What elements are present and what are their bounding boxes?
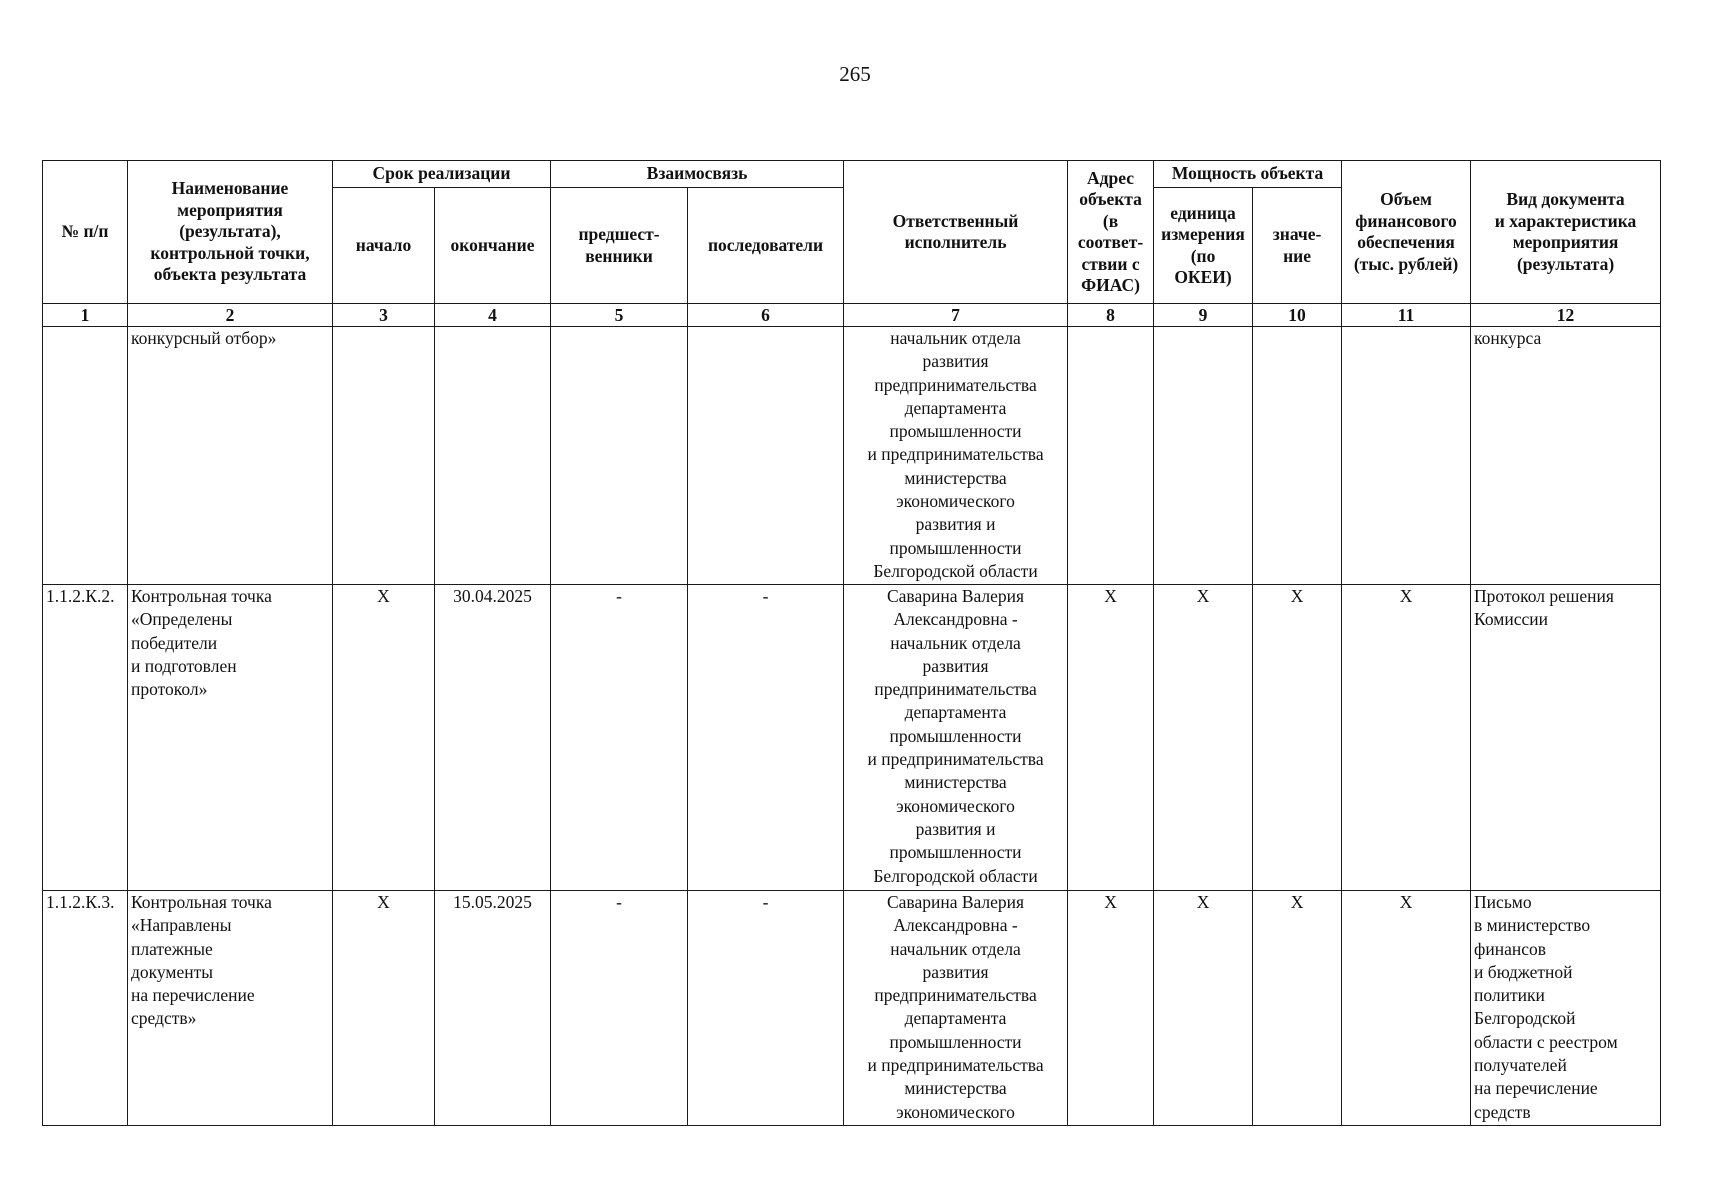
cell-address — [1068, 327, 1154, 585]
column-number: 6 — [688, 304, 844, 327]
cell-unit: X — [1154, 891, 1253, 1126]
cell-successors: - — [688, 891, 844, 1126]
cell-document: конкурса — [1471, 327, 1661, 585]
cell-successors: - — [688, 585, 844, 891]
header-successors: последователи — [688, 188, 844, 304]
column-number: 10 — [1253, 304, 1342, 327]
table-row — [43, 585, 1661, 891]
header-finance: Объем финансового обеспечения (тыс. рублей) — [1342, 161, 1471, 304]
table-row — [43, 327, 1661, 585]
header-unit: единица измерения (по ОКЕИ) — [1154, 188, 1253, 304]
header-document: Вид документа и характеристика мероприятия (результата) — [1471, 161, 1661, 304]
cell-name: конкурсный отбор» — [128, 327, 333, 585]
header-name: Наименование мероприятия (результата), контрольной точки, объекта результата — [128, 161, 333, 304]
page-number: 265 — [839, 62, 871, 86]
column-number: 4 — [435, 304, 551, 327]
cell-predecessors — [551, 327, 688, 585]
cell-finance: X — [1342, 891, 1471, 1126]
cell-responsible: начальник отдела развития предпринимательства департамента промышленности и предпринимательства министерства экономического развития и промышленности Белгородской области — [844, 327, 1068, 585]
cell-address: X — [1068, 891, 1154, 1126]
header-num: № п/п — [43, 161, 128, 304]
column-number: 2 — [128, 304, 333, 327]
cell-end: 15.05.2025 — [435, 891, 551, 1126]
header-responsible: Ответственный исполнитель — [844, 161, 1068, 304]
cell-document: Протокол решения Комиссии — [1471, 585, 1661, 891]
cell-value — [1253, 327, 1342, 585]
cell-unit — [1154, 327, 1253, 585]
implementation-plan-table — [42, 160, 1661, 1126]
cell-num — [43, 327, 128, 585]
column-number: 8 — [1068, 304, 1154, 327]
header-predecessors: предшест- венники — [551, 188, 688, 304]
cell-end — [435, 327, 551, 585]
cell-finance — [1342, 327, 1471, 585]
header-group-link: Взаимосвязь — [551, 161, 844, 188]
column-number: 5 — [551, 304, 688, 327]
cell-address: X — [1068, 585, 1154, 891]
cell-unit: X — [1154, 585, 1253, 891]
cell-value: X — [1253, 585, 1342, 891]
header-value: значе- ние — [1253, 188, 1342, 304]
header-group-term: Срок реализации — [333, 161, 551, 188]
header-end: окончание — [435, 188, 551, 304]
cell-name: Контрольная точка «Направлены платежные документы на перечисление средств» — [128, 891, 333, 1126]
cell-end: 30.04.2025 — [435, 585, 551, 891]
column-number: 9 — [1154, 304, 1253, 327]
cell-predecessors: - — [551, 891, 688, 1126]
cell-start: X — [333, 891, 435, 1126]
column-number: 12 — [1471, 304, 1661, 327]
table-row — [43, 891, 1661, 1126]
column-number: 3 — [333, 304, 435, 327]
cell-value: X — [1253, 891, 1342, 1126]
cell-responsible: Саварина Валерия Александровна - начальник отдела развития предпринимательства департамента промышленности и предпринимательства министерства экономического развития и промышленности Белгородской области — [844, 585, 1068, 891]
cell-start — [333, 327, 435, 585]
cell-document: Письмо в министерство финансов и бюджетной политики Белгородской области с реестром получателей на перечисление средств — [1471, 891, 1661, 1126]
cell-finance: X — [1342, 585, 1471, 891]
column-number: 7 — [844, 304, 1068, 327]
cell-name: Контрольная точка «Определены победители и подготовлен протокол» — [128, 585, 333, 891]
cell-successors — [688, 327, 844, 585]
column-number: 1 — [43, 304, 128, 327]
column-number: 11 — [1342, 304, 1471, 327]
cell-responsible: Саварина Валерия Александровна - начальник отдела развития предпринимательства департамента промышленности и предпринимательства министерства экономического — [844, 891, 1068, 1126]
header-address: Адрес объекта (в соответ- ствии с ФИАС) — [1068, 161, 1154, 304]
cell-start: X — [333, 585, 435, 891]
cell-predecessors: - — [551, 585, 688, 891]
cell-num: 1.1.2.К.2. — [43, 585, 128, 891]
cell-num: 1.1.2.К.3. — [43, 891, 128, 1126]
header-group-power: Мощность объекта — [1154, 161, 1342, 188]
header-start: начало — [333, 188, 435, 304]
